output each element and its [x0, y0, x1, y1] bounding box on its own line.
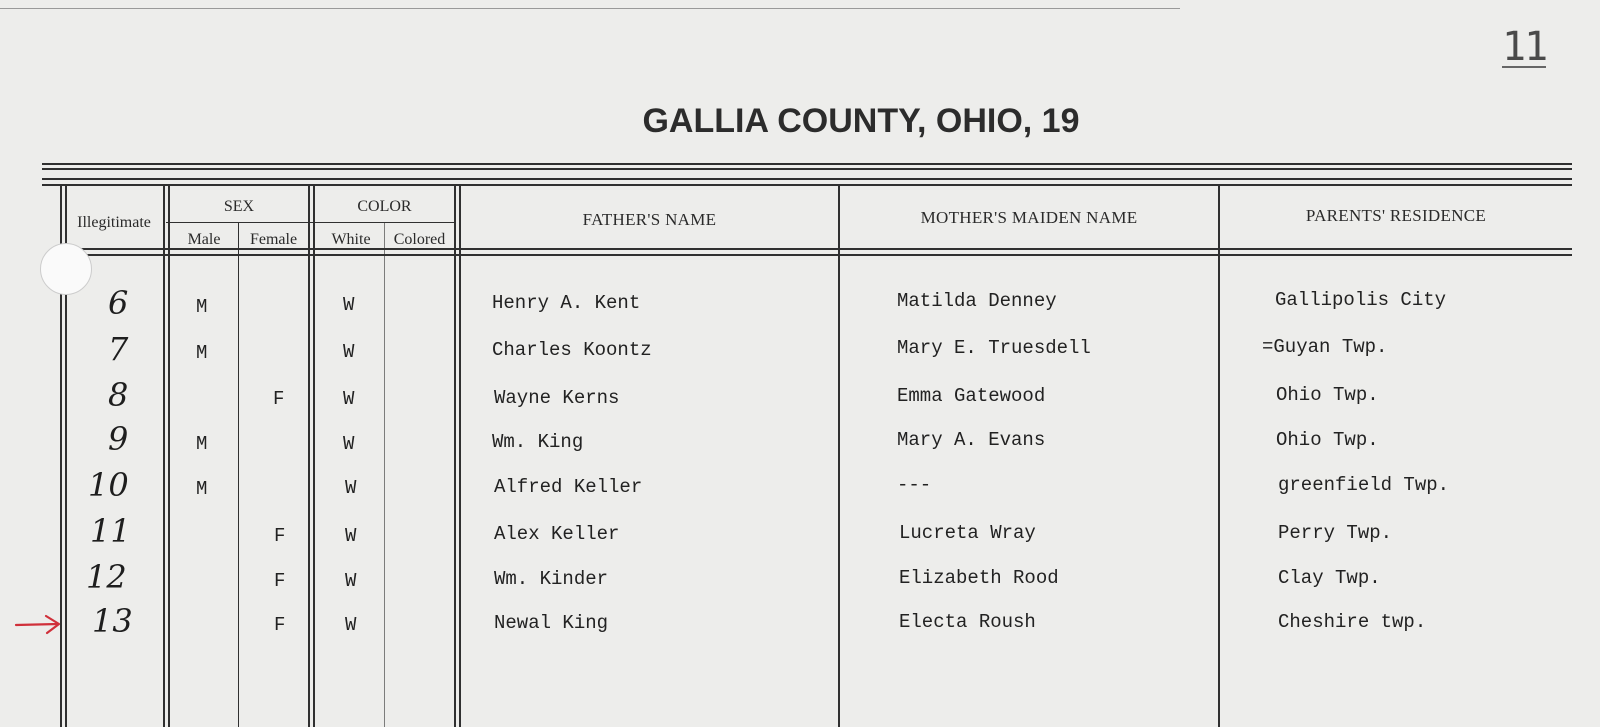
row-male: M: [196, 433, 208, 455]
header-color: COLOR: [357, 198, 412, 215]
row-number: 7: [108, 330, 129, 368]
row-residence: Ohio Twp.: [1276, 429, 1379, 451]
row-number: 10: [88, 466, 129, 504]
header-sex: SEX: [223, 198, 255, 215]
vrule-father-mother: [838, 186, 840, 727]
scan-edge-line: [0, 8, 1180, 9]
rule-header-bottom-2: [60, 254, 1572, 256]
row-father: Wayne Kerns: [494, 387, 620, 409]
row-female: F: [274, 570, 286, 592]
row-female: F: [274, 614, 286, 636]
vrule-sex-1: [308, 186, 310, 727]
rule-sex-color-split: [166, 222, 456, 223]
row-male: M: [196, 342, 208, 364]
vrule-color-2: [459, 186, 461, 727]
vrule-illeg-1: [163, 186, 165, 727]
row-residence: Clay Twp.: [1278, 567, 1381, 589]
header-male: Male: [187, 231, 221, 248]
row-number: 8: [108, 376, 129, 414]
row-number: 6: [108, 284, 129, 322]
row-residence: Cheshire twp.: [1278, 611, 1427, 633]
row-white: W: [343, 388, 355, 410]
row-female: F: [273, 388, 285, 410]
row-male: M: [196, 296, 208, 318]
row-mother: Elizabeth Rood: [899, 567, 1059, 589]
rule-top-3: [42, 178, 1572, 180]
header-white: White: [331, 231, 371, 248]
header-colored: Colored: [393, 231, 446, 248]
header-parents-residence: PARENTS' RESIDENCE: [1305, 206, 1487, 225]
page-number: 11: [1502, 24, 1547, 70]
row-father: Wm. King: [492, 431, 584, 453]
row-white: W: [345, 614, 357, 636]
row-father: Alfred Keller: [494, 476, 643, 498]
row-white: W: [343, 341, 355, 363]
row-white: W: [345, 525, 357, 547]
row-white: W: [345, 570, 357, 592]
row-number: 11: [90, 512, 131, 550]
row-father: Wm. Kinder: [494, 568, 609, 590]
row-father: Alex Keller: [494, 523, 620, 545]
row-male: M: [196, 478, 208, 500]
vrule-illeg-2: [168, 186, 170, 727]
row-residence: =Guyan Twp.: [1262, 336, 1388, 358]
punch-hole: [40, 243, 92, 295]
row-father: Charles Koontz: [492, 339, 652, 361]
vrule-white-colored: [384, 222, 385, 727]
rule-top-4: [42, 184, 1572, 186]
row-female: F: [274, 525, 286, 547]
row-mother: ---: [897, 474, 932, 496]
row-number: 9: [108, 420, 129, 458]
row-father: Henry A. Kent: [492, 292, 641, 314]
row-mother: Mary E. Truesdell: [897, 337, 1091, 359]
vrule-color-1: [454, 186, 456, 727]
row-white: W: [345, 477, 357, 499]
row-residence: greenfield Twp.: [1278, 474, 1450, 496]
row-white: W: [343, 433, 355, 455]
vrule-male-female: [238, 222, 239, 727]
header-mothers-maiden-name: MOTHER'S MAIDEN NAME: [920, 208, 1138, 227]
row-number: 12: [86, 558, 127, 596]
rule-top-2: [42, 168, 1572, 170]
row-mother: Matilda Denney: [897, 290, 1057, 312]
row-mother: Mary A. Evans: [897, 429, 1046, 451]
vrule-mother-residence: [1218, 186, 1220, 727]
vrule-sex-2: [313, 186, 315, 727]
row-white: W: [343, 294, 355, 316]
row-mother: Electa Roush: [899, 611, 1036, 633]
row-residence: Perry Twp.: [1278, 522, 1393, 544]
header-female: Female: [249, 231, 298, 248]
row-mother: Emma Gatewood: [897, 385, 1046, 407]
page-title: GALLIA COUNTY, OHIO, 19: [642, 102, 1080, 140]
row-mother: Lucreta Wray: [899, 522, 1036, 544]
row-residence: Gallipolis City: [1275, 289, 1447, 311]
row-residence: Ohio Twp.: [1276, 384, 1379, 406]
red-arrow-icon: [14, 612, 64, 638]
row-father: Newal King: [494, 612, 609, 634]
header-illegitimate: Illegitimate: [77, 214, 151, 231]
rule-top-1: [42, 163, 1572, 165]
row-number: 13: [92, 602, 133, 640]
header-fathers-name: FATHER'S NAME: [582, 210, 717, 229]
